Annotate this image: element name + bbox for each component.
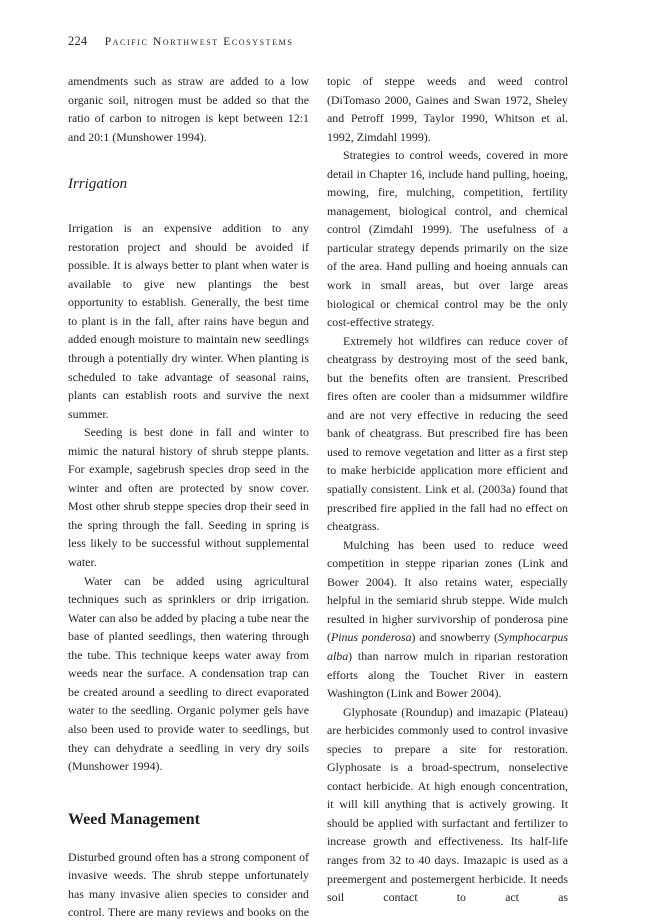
paragraph: Seeding is best done in fall and winter to mimic the natural history of shrub steppe plants. For example, sagebrush species drop seed in the winter and often are protected by snow cover. Most other shrub steppe species drop their seed in the spring through the fall. Seeding in spring is less likely to be successful without supplemental water. [68,425,309,570]
irrigation-heading: Irrigation [68,176,128,193]
text-run: ) than narrow mulch in riparian restoration efforts along the Touchet River in eastern Washington (Link and Bower 2004). [327,648,568,701]
paragraph: Disturbed ground often has a strong component of invasive weeds. The shrub steppe unfortunately has many invasive alien species to consider and control. There are many reviews and books on the [68,849,309,920]
species-name: Pinus ponderosa [330,630,412,645]
paragraph: topic of steppe weeds and weed control (DiTomaso 2000, Gaines and Swan 1972, Sheley and Petroff 1999, Taylor 1990, Whitson et al. 1992, Zimdahl 1999). [327,74,568,144]
paragraph: Extremely hot wildfires can reduce cover of cheatgrass by destroying most of the seed bank, but the benefits often are transient. Prescribed fires often are cooler than a midsummer wildfire and are not very effective in reducing the seed bank of cheatgrass. But prescribed fire has been used to remove vegetation and litter as a first step to make herbicide application more efficient and spatially consistent. Link et al. (2003a) found that prescribed fire applied in the fall had no effect on cheatgrass. [327,333,568,534]
paragraph: Irrigation is an expensive addition to any restoration project and should be avoided if possible. It is always better to plant when water is available to give new plantings the best opportunity to establish. Generally, the best time to plant is in the fall, after rains have begun and added enough moisture to maintain new seedlings through a potentially dry winter. When planting is scheduled to take advantage of seasonal rains, plants can establish roots and survive the next summer. [68,221,309,421]
paragraph: Glyphosate (Roundup) and imazapic (Plateau) are herbicides commonly used to control invasive species to prepare a site for restoration. Glyphosate is a broad-spectrum, nonselective contact herbicide. At high enough concentration, it will kill anything that is actively growing. It should be applied with surfactant and fertilizer to increase growth and effectiveness. Its half-life ranges from 32 to 40 days. Imazapic is used as a preemergent and postemergent herbicide. It needs soil contact to act as [327,704,568,905]
weed-management-heading: Weed Management [68,810,200,828]
paragraph: amendments such as straw are added to a low organic soil, nitrogen must be added so that the ratio of carbon to nitrogen is kept between 12:1 and 20:1 (Munshower 1994). [68,74,309,144]
text-run: ) and snowberry ( [411,630,498,645]
running-title: Pacific Northwest Ecosystems [104,36,294,48]
text-run: Mulching has been used to reduce weed competition in steppe riparian zones (Link and Bower 2004). It also retains water, especially helpful in the semiarid shrub steppe. Wide mulch resulted in higher survivorship of ponderosa pine ( [327,537,568,645]
left-column [68,72,309,922]
right-column [327,72,568,907]
paragraph [327,536,568,703]
running-header [68,34,588,49]
species-name: Symphocarpus alba [327,630,568,663]
paragraph: Water can be added using agricultural techniques such as sprinklers or drip irrigation. Water can also be added by placing a tube near the base of planted seedlings, then watering through the tube. This technique keeps water away from weeds near the surface. A condensation trap can be created around a seedling to direct evaporated water to the seedling. Organic polymer gels have also been used to provide water to seedlings, but they can dehydrate a seedling in very dry soils (Munshower 1994). [68,573,309,774]
paragraph: Strategies to control weeds, covered in more detail in Chapter 16, include hand pulling, hoeing, mowing, fire, mulching, competition, fertility management, biological control, and chemical control (Zimdahl 1999). The usefulness of a particular strategy depends primarily on the size of the area. Hand pulling and hoeing annuals can work in small areas, but over large areas biological or chemical control may be the only cost-effective strategy. [327,148,568,330]
page-number: 224 [68,34,88,48]
